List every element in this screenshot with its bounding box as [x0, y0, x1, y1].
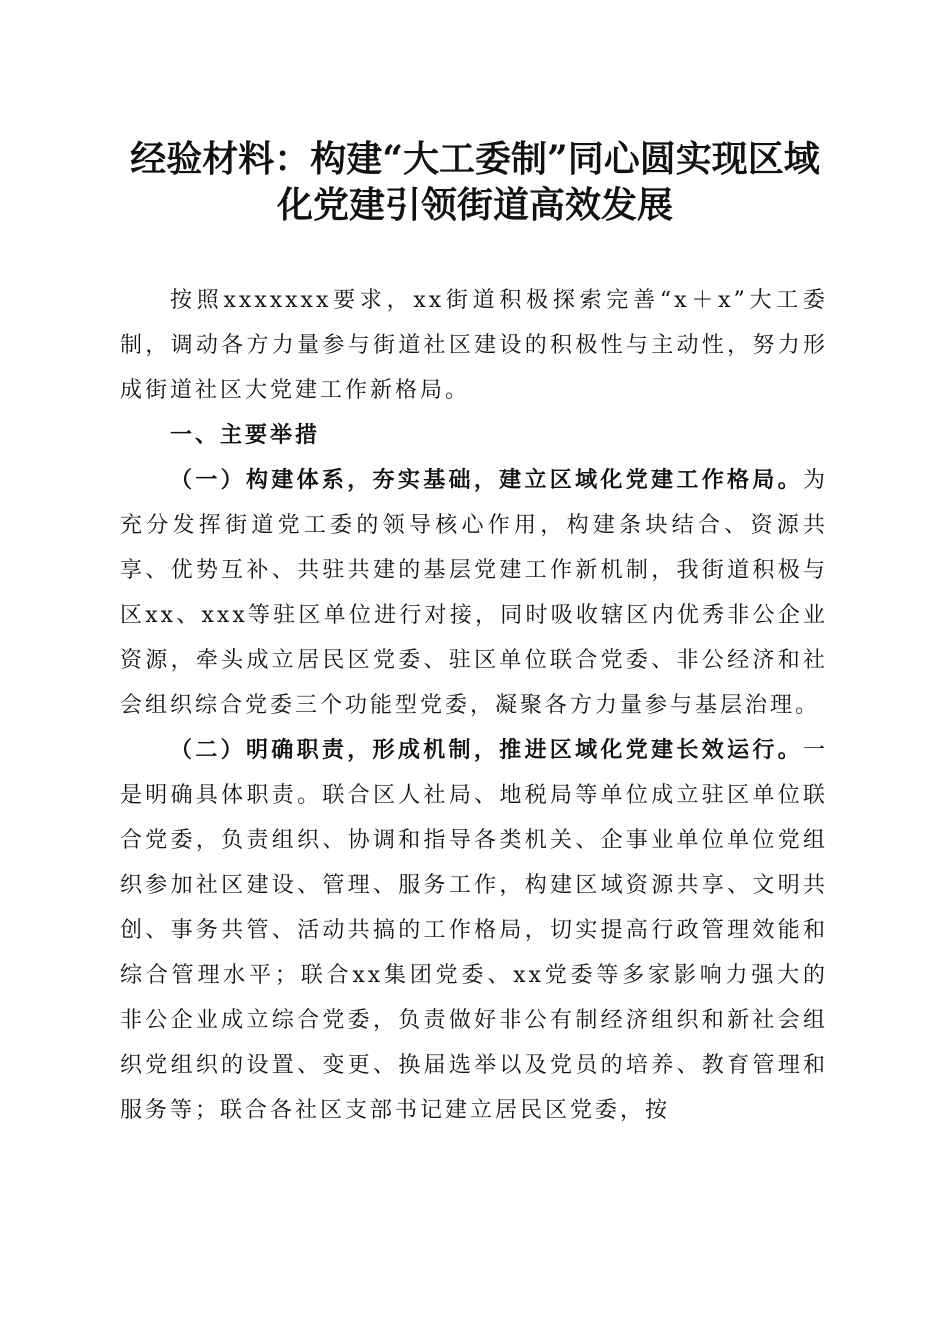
title-line-1: 经验材料：构建“大工委制”同心圆实现区域 — [130, 138, 820, 180]
item-1-paragraph — [120, 458, 828, 728]
title-line-2: 化党建引领街道高效发展 — [276, 184, 673, 226]
item-2-body: 一是明确具体职责。联合区人社局、地税局等单位成立驻区单位联合党委，负责组织、协调和指导各类机关、企事业单位单位党组织参加社区建设、管理、服务工作，构建区域资源共享、文明共创、事务共管、活动共搞的工作格局，切实提高行政管理效能和综合管理水平；联合xx集团党委、xx党委等多家影响力强大的非公企业成立综合党委，负责做好非公有制经济组织和新社会组织党组织的设置、变更、换届选举以及党员的培养、教育管理和服务等；联合各社区支部书记建立居民区党委，按 — [120, 738, 828, 1123]
item-2-lead: （二）明确职责，形成机制，推进区域化党建长效运行。 — [170, 737, 803, 763]
intro-paragraph: 按照xxxxxxx要求，xx街道积极探索完善“x＋x”大工委制，调动各方力量参与街道社区建设的积极性与主动性，努力形成街道社区大党建工作新格局。 — [120, 288, 828, 403]
document-title — [100, 136, 850, 228]
section-heading-main-measures: 一、主要举措 — [170, 423, 321, 448]
item-2-paragraph — [120, 728, 828, 1133]
item-1-body: 为充分发挥街道党工委的领导核心作用，构建条块结合、资源共享、优势互补、共驻共建的基层党建工作新机制，我街道积极与区xx、xxx等驻区单位进行对接，同时吸收辖区内优秀非公企业资源，牵头成立居民区党委、驻区单位联合党委、非公经济和社会组织综合党委三个功能型党委，凝聚各方力量参与基层治理。 — [120, 468, 828, 718]
document-body — [120, 278, 828, 1133]
item-1-lead: （一）构建体系，夯实基础，建立区域化党建工作格局。 — [170, 467, 803, 493]
